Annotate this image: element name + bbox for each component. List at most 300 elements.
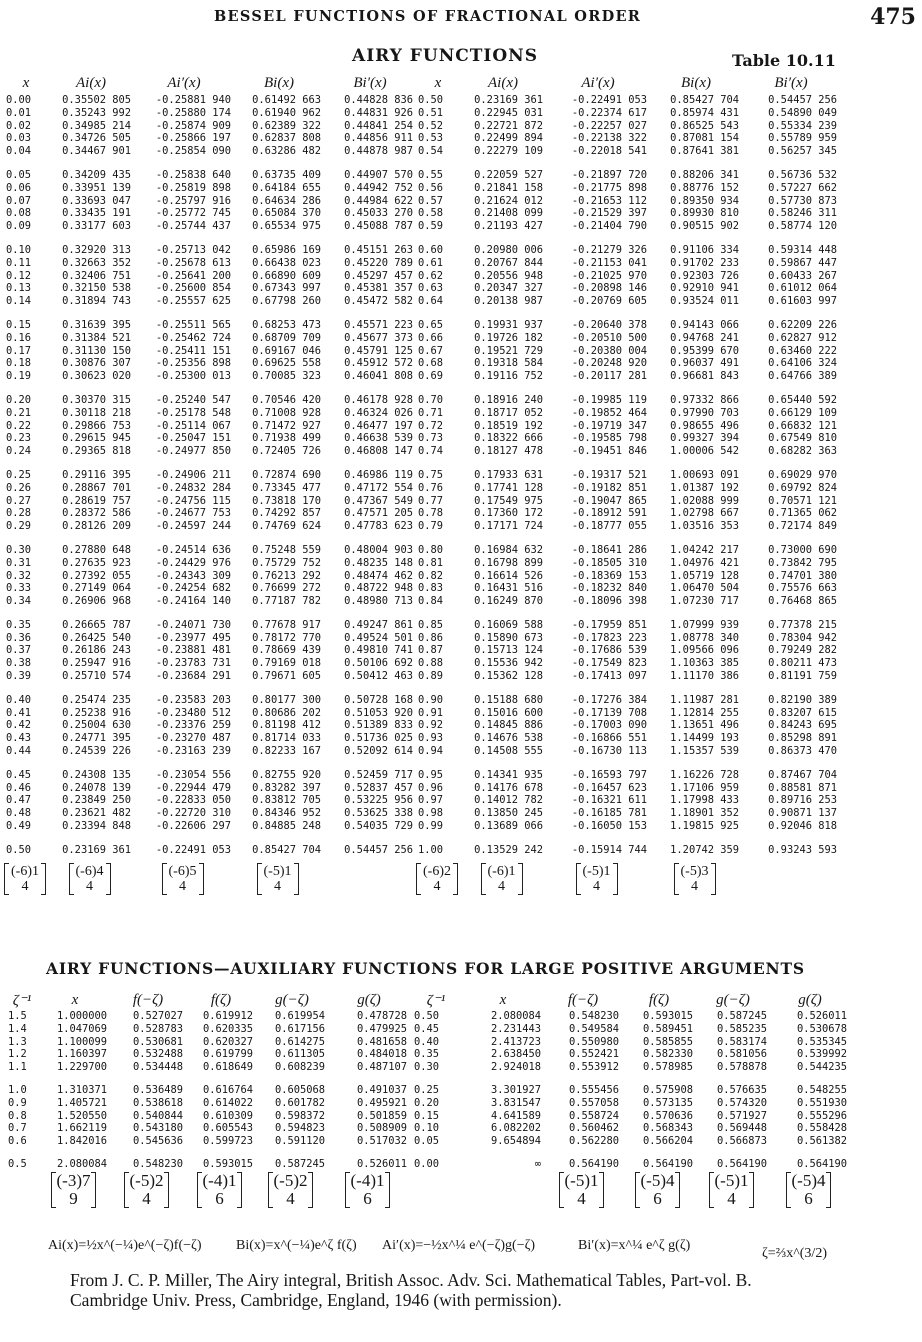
- table-cell: 0.85974 431: [670, 106, 739, 119]
- table-cell: 0.44828 836: [344, 94, 413, 106]
- table-row: [4, 632, 840, 645]
- table-cell: 0.76: [418, 481, 444, 494]
- table-cell: 0.52092 614: [344, 745, 413, 758]
- interpolation-cell: [650, 857, 742, 895]
- table-cell: 0.20556 948: [474, 269, 543, 282]
- table-cell: 0.32150 538: [62, 282, 131, 295]
- table-cell: 0.50728 168: [344, 693, 413, 706]
- table-cell: 0.30118 218: [62, 406, 131, 419]
- table-cell: 0.63286 482: [252, 145, 321, 158]
- table-cell: 1.310371: [56, 1083, 107, 1096]
- row-gap: [4, 233, 840, 244]
- table-cell: 0.484018: [356, 1048, 407, 1061]
- table-cell: 0.48722 948: [344, 582, 413, 595]
- bracket-text: (-5)1: [582, 863, 611, 879]
- table-cell: 0.57730 873: [768, 194, 837, 207]
- table-cell: 1.17106 959: [670, 781, 739, 794]
- table-cell: 0.561382: [796, 1135, 847, 1148]
- table-cell: 0.13850 245: [474, 807, 543, 820]
- table-cell: 0.568343: [642, 1122, 693, 1135]
- table-cell: 0.65986 169: [252, 243, 321, 256]
- table-cell: 0.25238 916: [62, 706, 131, 719]
- table-cell: 0.73842 795: [768, 556, 837, 569]
- table-cell: 0.85427 704: [252, 843, 321, 856]
- table-cell: 0.26665 787: [62, 618, 131, 631]
- table-cell: 0.6: [8, 1135, 27, 1148]
- table-cell: 0.16798 899: [474, 556, 543, 569]
- table-cell: 0.55789 959: [768, 132, 837, 145]
- table-cell: -0.19182 851: [571, 481, 647, 494]
- table-cell: 0.495921: [356, 1096, 407, 1109]
- bracket-text: (-5)2: [129, 1170, 164, 1190]
- table-cell: 0.52: [418, 119, 444, 132]
- table-cell: 0.23394 848: [62, 820, 131, 833]
- table-cell: 0.68253 473: [252, 318, 321, 331]
- table-cell: 0.610309: [202, 1109, 253, 1122]
- table-cell: 0.88581 871: [768, 781, 837, 794]
- table-cell: 0.526011: [796, 1010, 847, 1022]
- table-cell: 0.04: [6, 145, 32, 158]
- bracket-text: (-4)1: [202, 1170, 237, 1190]
- table-cell: 1.13651 496: [670, 719, 739, 732]
- table-cell: -0.21897 720: [571, 168, 647, 181]
- table-cell: 0.66890 609: [252, 269, 321, 282]
- table-cell: 0.530678: [796, 1022, 847, 1035]
- table-cell: -0.23480 512: [155, 706, 231, 719]
- table-row: [4, 507, 840, 520]
- table-row: [4, 782, 840, 795]
- table-cell: 0.87467 704: [768, 768, 837, 781]
- table-row: [4, 670, 840, 683]
- table-cell: 0.76213 292: [252, 569, 321, 582]
- table-cell: 0.30370 315: [62, 393, 131, 406]
- table-cell: 1.520550: [56, 1109, 107, 1122]
- table-cell: 1.00: [418, 843, 444, 856]
- table-cell: 0.30876 307: [62, 357, 131, 370]
- table-cell: 0.68: [418, 357, 444, 370]
- interpolation-bracket: [124, 1172, 170, 1208]
- table-cell: 1.5: [8, 1010, 27, 1022]
- table-cell: -0.23783 731: [155, 657, 231, 670]
- table-cell: 0.50: [6, 843, 32, 856]
- table-cell: 0.98: [418, 807, 444, 820]
- table-cell: 0.570636: [642, 1109, 693, 1122]
- table-cell: 0.53: [418, 132, 444, 145]
- table-cell: 0.23849 250: [62, 794, 131, 807]
- table-cell: 0.32663 352: [62, 256, 131, 269]
- table-cell: 0.72874 690: [252, 468, 321, 481]
- table-cell: 0.21841 158: [474, 181, 543, 194]
- table-cell: 0.35243 992: [62, 106, 131, 119]
- table-row: [4, 145, 840, 158]
- bracket-text: 6: [804, 1188, 813, 1208]
- table-cell: 0.31894 743: [62, 295, 131, 308]
- table-cell: 0.56736 532: [768, 168, 837, 181]
- table-cell: 0.88776 152: [670, 181, 739, 194]
- table-cell: -0.23583 203: [155, 693, 231, 706]
- bracket-text: (-5)2: [273, 1170, 308, 1190]
- table-cell: 0.49247 861: [344, 618, 413, 631]
- row-gap: [4, 308, 840, 319]
- table-row: [4, 619, 840, 632]
- table-cell: 0.528783: [132, 1022, 183, 1035]
- interpolation-bracket: [709, 1172, 755, 1208]
- table-cell: 0.62209 226: [768, 318, 837, 331]
- table-cell: -0.21025 970: [571, 269, 647, 282]
- bracket-text: 6: [653, 1188, 662, 1208]
- table-cell: 0.31130 150: [62, 344, 131, 357]
- table-cell: -0.23163 239: [155, 745, 231, 758]
- column-header: Bi(x): [264, 74, 294, 91]
- interpolation-bracket: [635, 1172, 681, 1208]
- table-cell: 0.562280: [568, 1135, 619, 1148]
- table-cell: 0.35: [6, 618, 32, 631]
- column-header: Bi′(x): [774, 74, 808, 91]
- table-row: [4, 582, 840, 595]
- table-cell: 0.54890 049: [768, 106, 837, 119]
- table-cell: -0.25557 625: [155, 295, 231, 308]
- table-cell: 0.62827 912: [768, 331, 837, 344]
- table-cell: -0.18641 286: [571, 543, 647, 556]
- table-cell: 0.478728: [356, 1010, 407, 1022]
- table-cell: 0.66832 121: [768, 419, 837, 432]
- table-cell: 0.17933 631: [474, 468, 543, 481]
- table-cell: 1.19815 925: [670, 820, 739, 833]
- table-row: [4, 1158, 850, 1171]
- table1-header-row: [4, 72, 840, 94]
- table1-body: [4, 94, 840, 895]
- table-cell: 0.24308 135: [62, 768, 131, 781]
- table-cell: -0.20898 146: [571, 282, 647, 295]
- row-gap: [4, 833, 840, 844]
- table-cell: 0.55: [418, 168, 444, 181]
- interpolation-cell: [770, 1171, 850, 1208]
- table-cell: 1.100099: [56, 1035, 107, 1048]
- table-cell: 1.00693 091: [670, 468, 739, 481]
- table-cell: 0.90871 137: [768, 807, 837, 820]
- table-cell: -0.18096 398: [571, 595, 647, 608]
- table-cell: 0.25: [6, 468, 32, 481]
- table-cell: 0.83282 397: [252, 781, 321, 794]
- table-cell: -0.19317 521: [571, 468, 647, 481]
- table-cell: 1.047069: [56, 1022, 107, 1035]
- table-row: [4, 694, 840, 707]
- table-cell: -0.16730 113: [571, 745, 647, 758]
- table-cell: 0.15188 680: [474, 693, 543, 706]
- column-header: Ai(x): [488, 74, 518, 91]
- bracket-text: (-5)1: [263, 863, 292, 879]
- row-gap: [4, 158, 840, 169]
- table-cell: 0.23: [6, 432, 32, 445]
- table-cell: 0.99327 394: [670, 432, 739, 445]
- table-cell: 0.96: [418, 781, 444, 794]
- interpolation-cell: [544, 1171, 622, 1208]
- table-cell: 0.97: [418, 794, 444, 807]
- table-cell: 0.60433 267: [768, 269, 837, 282]
- table-cell: 0.21: [6, 406, 32, 419]
- table-cell: 0.587245: [716, 1010, 767, 1022]
- table-cell: -0.21153 041: [571, 256, 647, 269]
- table-cell: 0.45151 263: [344, 243, 413, 256]
- table-cell: 0.59: [418, 220, 444, 233]
- table-cell: 0.560462: [568, 1122, 619, 1135]
- table-cell: 0.94: [418, 745, 444, 758]
- table-cell: 1.10363 385: [670, 657, 739, 670]
- table-cell: 0.87081 154: [670, 132, 739, 145]
- table-row: [4, 495, 840, 508]
- table-cell: 0.61940 962: [252, 106, 321, 119]
- table-cell: 0.46986 119: [344, 468, 413, 481]
- table-cell: 0.593015: [202, 1157, 253, 1170]
- table-cell: 0.14508 555: [474, 745, 543, 758]
- table-cell: 0.569448: [716, 1122, 767, 1135]
- table-cell: 0.81: [418, 556, 444, 569]
- table-cell: 0.93243 593: [768, 843, 837, 856]
- bracket-text: 4: [86, 878, 93, 894]
- table-cell: 0.555296: [796, 1109, 847, 1122]
- table-cell: 0.97332 866: [670, 393, 739, 406]
- bracket-text: 4: [286, 1188, 295, 1208]
- table-cell: 1.11987 281: [670, 693, 739, 706]
- table-cell: 0.599723: [202, 1135, 253, 1148]
- table-cell: 0.34: [6, 595, 32, 608]
- table-cell: 0.41: [6, 706, 32, 719]
- table-cell: 0.45088 787: [344, 220, 413, 233]
- column-header: f(ζ): [210, 991, 232, 1008]
- table-cell: 1.04976 421: [670, 556, 739, 569]
- table-cell: 0.74769 624: [252, 520, 321, 533]
- table-cell: 0.86373 470: [768, 745, 837, 758]
- table-cell: 0.26906 968: [62, 595, 131, 608]
- table-cell: 0.50: [418, 94, 444, 106]
- table-cell: -0.18369 153: [571, 569, 647, 582]
- table-cell: 1.662119: [56, 1122, 107, 1135]
- table-cell: 0.84243 695: [768, 719, 837, 732]
- bracket-text: 9: [69, 1188, 78, 1208]
- table-cell: 0.88206 341: [670, 168, 739, 181]
- table-cell: 0.63735 409: [252, 168, 321, 181]
- table-cell: 0.23169 361: [474, 94, 543, 106]
- table-cell: 0.73000 690: [768, 543, 837, 556]
- table-cell: 0.29116 395: [62, 468, 131, 481]
- table-cell: 0.82: [418, 569, 444, 582]
- table-cell: -0.19585 798: [571, 432, 647, 445]
- table-cell: 0.90515 902: [670, 220, 739, 233]
- interpolation-row: [4, 1171, 850, 1208]
- table-cell: 0.57227 662: [768, 181, 837, 194]
- table-cell: -0.25881 940: [155, 94, 231, 106]
- table-cell: -0.16593 797: [571, 768, 647, 781]
- bracket-text: (-5)4: [640, 1170, 675, 1190]
- table-row: [4, 370, 840, 383]
- table-cell: 0.49: [6, 820, 32, 833]
- formula-ai-prime: Ai′(x)=−½x^¼ e^(−ζ)g(−ζ): [382, 1238, 536, 1253]
- table-cell: 0.51736 025: [344, 732, 413, 745]
- table-cell: 0.98655 496: [670, 419, 739, 432]
- interpolation-cell: [256, 1171, 328, 1208]
- table-cell: 0.49524 501: [344, 631, 413, 644]
- table-cell: 0.13529 242: [474, 843, 543, 856]
- table-cell: 0.05: [414, 1135, 440, 1148]
- table-cell: 0.548230: [132, 1157, 183, 1170]
- row-gap: [4, 1148, 850, 1158]
- table-cell: 0.14012 782: [474, 794, 543, 807]
- table-cell: 0.540844: [132, 1109, 183, 1122]
- table-cell: 0.14845 886: [474, 719, 543, 732]
- bracket-text: (-6)5: [168, 863, 197, 879]
- table-cell: 1.06470 504: [670, 582, 739, 595]
- table-cell: 0.24771 395: [62, 732, 131, 745]
- table-cell: -0.23977 495: [155, 631, 231, 644]
- table-cell: -0.21653 112: [571, 194, 647, 207]
- table-cell: 0.00: [6, 94, 32, 106]
- bracket-text: 4: [274, 878, 281, 894]
- table-cell: 0.27: [6, 494, 32, 507]
- table-cell: 0.69625 558: [252, 357, 321, 370]
- table-cell: 1.2: [8, 1048, 27, 1061]
- table-cell: 0.83: [418, 582, 444, 595]
- table-cell: 0.491037: [356, 1083, 407, 1096]
- table-cell: 0.73818 170: [252, 494, 321, 507]
- table-cell: 2.638450: [490, 1048, 541, 1061]
- table-cell: 0.45381 357: [344, 282, 413, 295]
- table-cell: 0.70085 323: [252, 370, 321, 383]
- table-cell: 0.16249 870: [474, 595, 543, 608]
- table-cell: -0.25047 151: [155, 432, 231, 445]
- bracket-text: 4: [179, 878, 186, 894]
- table-cell: 0.27880 648: [62, 543, 131, 556]
- table-row: [4, 195, 840, 208]
- table-cell: 0.581056: [716, 1048, 767, 1061]
- table-cell: 0.575908: [642, 1083, 693, 1096]
- table-cell: 0.58774 120: [768, 220, 837, 233]
- row-gap: [4, 758, 840, 769]
- table-cell: 0.74292 857: [252, 507, 321, 520]
- interpolation-row: [4, 857, 840, 895]
- table-cell: ∞: [534, 1157, 541, 1170]
- table-cell: 0.19521 729: [474, 344, 543, 357]
- table-cell: 0.45: [414, 1022, 440, 1035]
- table-row: [4, 120, 840, 133]
- table-cell: 0.56: [418, 181, 444, 194]
- table-cell: 0.34726 505: [62, 132, 131, 145]
- table-cell: 0.49810 741: [344, 644, 413, 657]
- table-cell: 0.578985: [642, 1061, 693, 1074]
- table-cell: 0.25710 574: [62, 670, 131, 683]
- table-cell: 0.89930 810: [670, 207, 739, 220]
- table-row: [4, 257, 840, 270]
- table-cell: 0.614022: [202, 1096, 253, 1109]
- table-cell: 0.92303 726: [670, 269, 739, 282]
- table-cell: 0.72405 726: [252, 445, 321, 458]
- table-cell: -0.24343 309: [155, 569, 231, 582]
- table-cell: 1.05719 128: [670, 569, 739, 582]
- table-cell: 0.77: [418, 494, 444, 507]
- table-cell: 0.564190: [568, 1157, 619, 1170]
- table-cell: 0.84346 952: [252, 807, 321, 820]
- table-cell: 1.02798 667: [670, 507, 739, 520]
- interpolation-cell: [110, 1171, 186, 1208]
- table-cell: 0.66: [418, 331, 444, 344]
- table-cell: 0.54457 256: [768, 94, 837, 106]
- table-cell: 0.17360 172: [474, 507, 543, 520]
- table-cell: 0.20347 327: [474, 282, 543, 295]
- interpolation-bracket: [197, 1172, 243, 1208]
- table-cell: 0.16984 632: [474, 543, 543, 556]
- table-cell: 0.33177 603: [62, 220, 131, 233]
- bracket-text: 6: [215, 1188, 224, 1208]
- table-cell: 0.44856 911: [344, 132, 413, 145]
- table-row: [4, 1061, 850, 1074]
- table-cell: -0.23054 556: [155, 768, 231, 781]
- table-cell: 0.26425 540: [62, 631, 131, 644]
- table-cell: 0.68709 709: [252, 331, 321, 344]
- table-cell: 1.17998 433: [670, 794, 739, 807]
- formula-ai: Ai(x)=½x^(−¼)e^(−ζ)f(−ζ): [48, 1238, 202, 1253]
- table-cell: 0.92046 818: [768, 820, 837, 833]
- table-cell: 0.45472 582: [344, 295, 413, 308]
- table-cell: 0.05: [6, 168, 32, 181]
- table-cell: 1.04242 217: [670, 543, 739, 556]
- table-cell: 0.89: [418, 670, 444, 683]
- column-header: x: [71, 991, 79, 1008]
- table-cell: 0.85: [418, 618, 444, 631]
- table-cell: 0.59314 448: [768, 243, 837, 256]
- table-cell: 1.08778 340: [670, 631, 739, 644]
- table-row: [4, 1135, 850, 1148]
- table-cell: 0.57: [418, 194, 444, 207]
- table-cell: -0.24429 976: [155, 556, 231, 569]
- table-cell: 0.532488: [132, 1048, 183, 1061]
- table-cell: 0.94768 241: [670, 331, 739, 344]
- table-cell: -0.20380 004: [571, 344, 647, 357]
- table-row: [4, 282, 840, 295]
- table-cell: 0.548230: [568, 1010, 619, 1022]
- table-cell: 0.18519 192: [474, 419, 543, 432]
- table-cell: 0.594823: [274, 1122, 325, 1135]
- table-cell: 0.20767 844: [474, 256, 543, 269]
- formula-bi: Bi(x)=x^(−¼)e^ζ f(ζ): [236, 1238, 357, 1253]
- table-cell: 0.25474 235: [62, 693, 131, 706]
- bracket-text: 4: [727, 1188, 736, 1208]
- table-cell: 0.566873: [716, 1135, 767, 1148]
- table-cell: 0.28126 209: [62, 520, 131, 533]
- interpolation-bracket: [69, 863, 111, 895]
- table-cell: -0.18505 310: [571, 556, 647, 569]
- interpolation-bracket: [4, 863, 46, 895]
- table-cell: 1.0: [8, 1083, 27, 1096]
- table-cell: 0.591120: [274, 1135, 325, 1148]
- table-cell: 0.45033 270: [344, 207, 413, 220]
- bracket-text: (-6)1: [487, 863, 516, 879]
- column-header: ζ⁻¹: [12, 992, 32, 1009]
- table-cell: -0.21404 790: [571, 220, 647, 233]
- table-cell: 0.608239: [274, 1061, 325, 1074]
- table-cell: 0.90: [418, 693, 444, 706]
- table-row: [4, 482, 840, 495]
- table-row: [4, 732, 840, 745]
- airy-table: [4, 72, 840, 895]
- row-gap: [4, 608, 840, 619]
- table-cell: 3.831547: [490, 1096, 541, 1109]
- table-cell: -0.17823 223: [571, 631, 647, 644]
- table-cell: 0.15016 600: [474, 706, 543, 719]
- interpolation-bracket: [162, 863, 204, 895]
- table-cell: -0.21775 898: [571, 181, 647, 194]
- table-row: [4, 420, 840, 433]
- table-cell: -0.24164 140: [155, 595, 231, 608]
- table-cell: 1.160397: [56, 1048, 107, 1061]
